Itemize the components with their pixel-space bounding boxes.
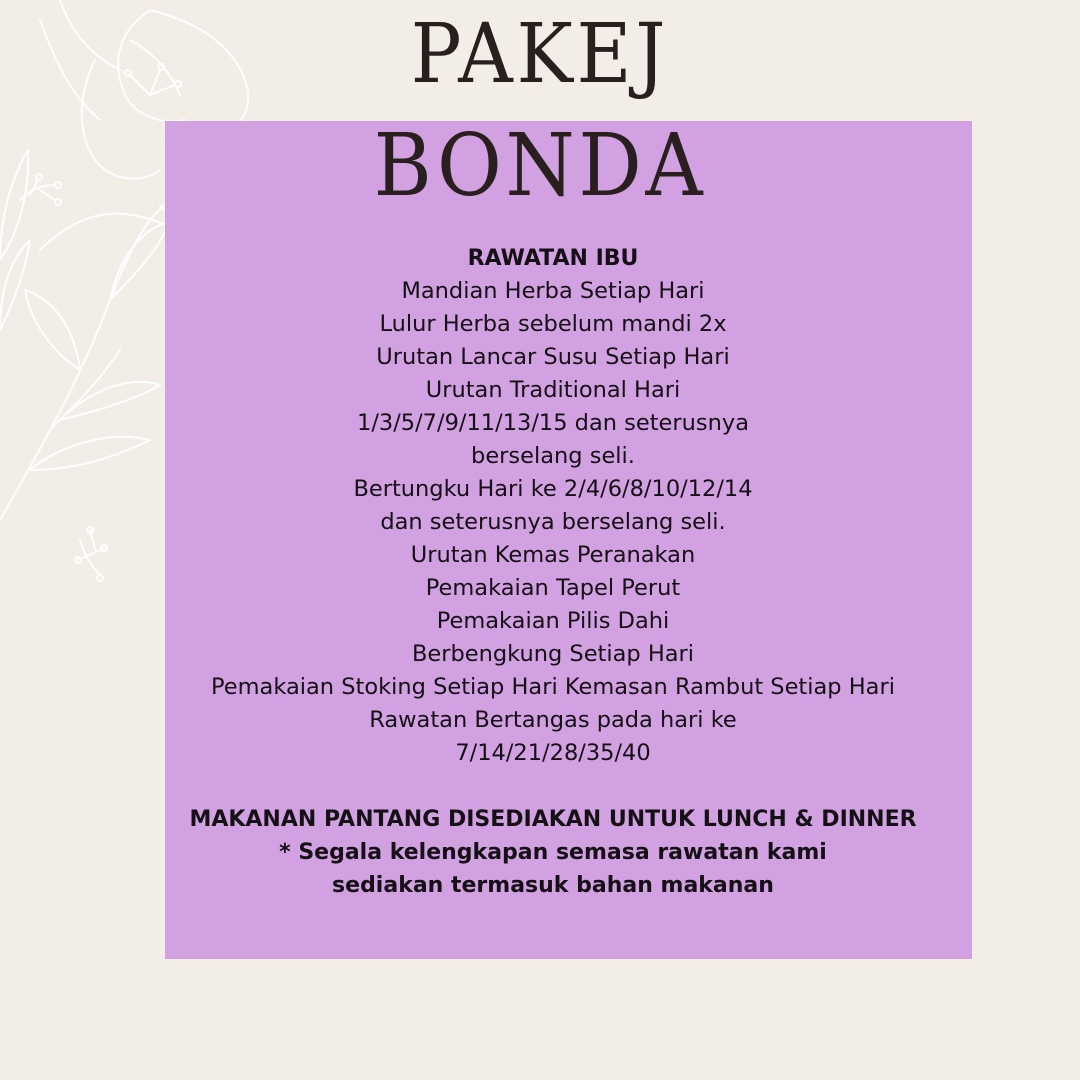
section-heading: RAWATAN IBU	[467, 246, 639, 271]
treatment-line: Urutan Kemas Peranakan	[410, 542, 696, 568]
treatment-line: Rawatan Bertangas pada hari ke	[369, 707, 737, 733]
title-line-1: PAKEJ	[410, 7, 670, 102]
treatment-line: Pemakaian Tapel Perut	[425, 575, 681, 601]
extra-note-line-2: sediakan termasuk bahan makanan	[332, 873, 774, 898]
treatment-line: Urutan Lancar Susu Setiap Hari	[376, 344, 730, 370]
treatment-line: Mandian Herba Setiap Hari	[401, 278, 705, 304]
treatment-line: Bertungku Hari ke 2/4/6/8/10/12/14	[353, 476, 753, 502]
treatment-line: 7/14/21/28/35/40	[455, 740, 651, 766]
treatment-line: Berbengkung Setiap Hari	[411, 641, 695, 667]
treatment-line: 1/3/5/7/9/11/13/15 dan seterusnya	[357, 410, 749, 436]
spacer	[165, 770, 941, 803]
treatment-line: berselang seli.	[471, 443, 635, 469]
treatment-line: Pemakaian Stoking Setiap Hari Kemasan Rambut Setiap Hari	[211, 674, 895, 700]
treatment-line: Pemakaian Pilis Dahi	[436, 608, 670, 634]
treatment-line: dan seterusnya berselang seli.	[380, 509, 726, 535]
food-note: MAKANAN PANTANG DISEDIAKAN UNTUK LUNCH & DINNER	[189, 807, 917, 832]
treatment-line: Urutan Traditional Hari	[425, 377, 681, 403]
treatment-line: Lulur Herba sebelum mandi 2x	[379, 311, 727, 337]
treatment-list	[165, 275, 941, 770]
title-line-2: BONDA	[373, 116, 707, 216]
extra-note-line-1: * Segala kelengkapan semasa rawatan kami	[279, 840, 827, 865]
package-details	[165, 242, 941, 902]
